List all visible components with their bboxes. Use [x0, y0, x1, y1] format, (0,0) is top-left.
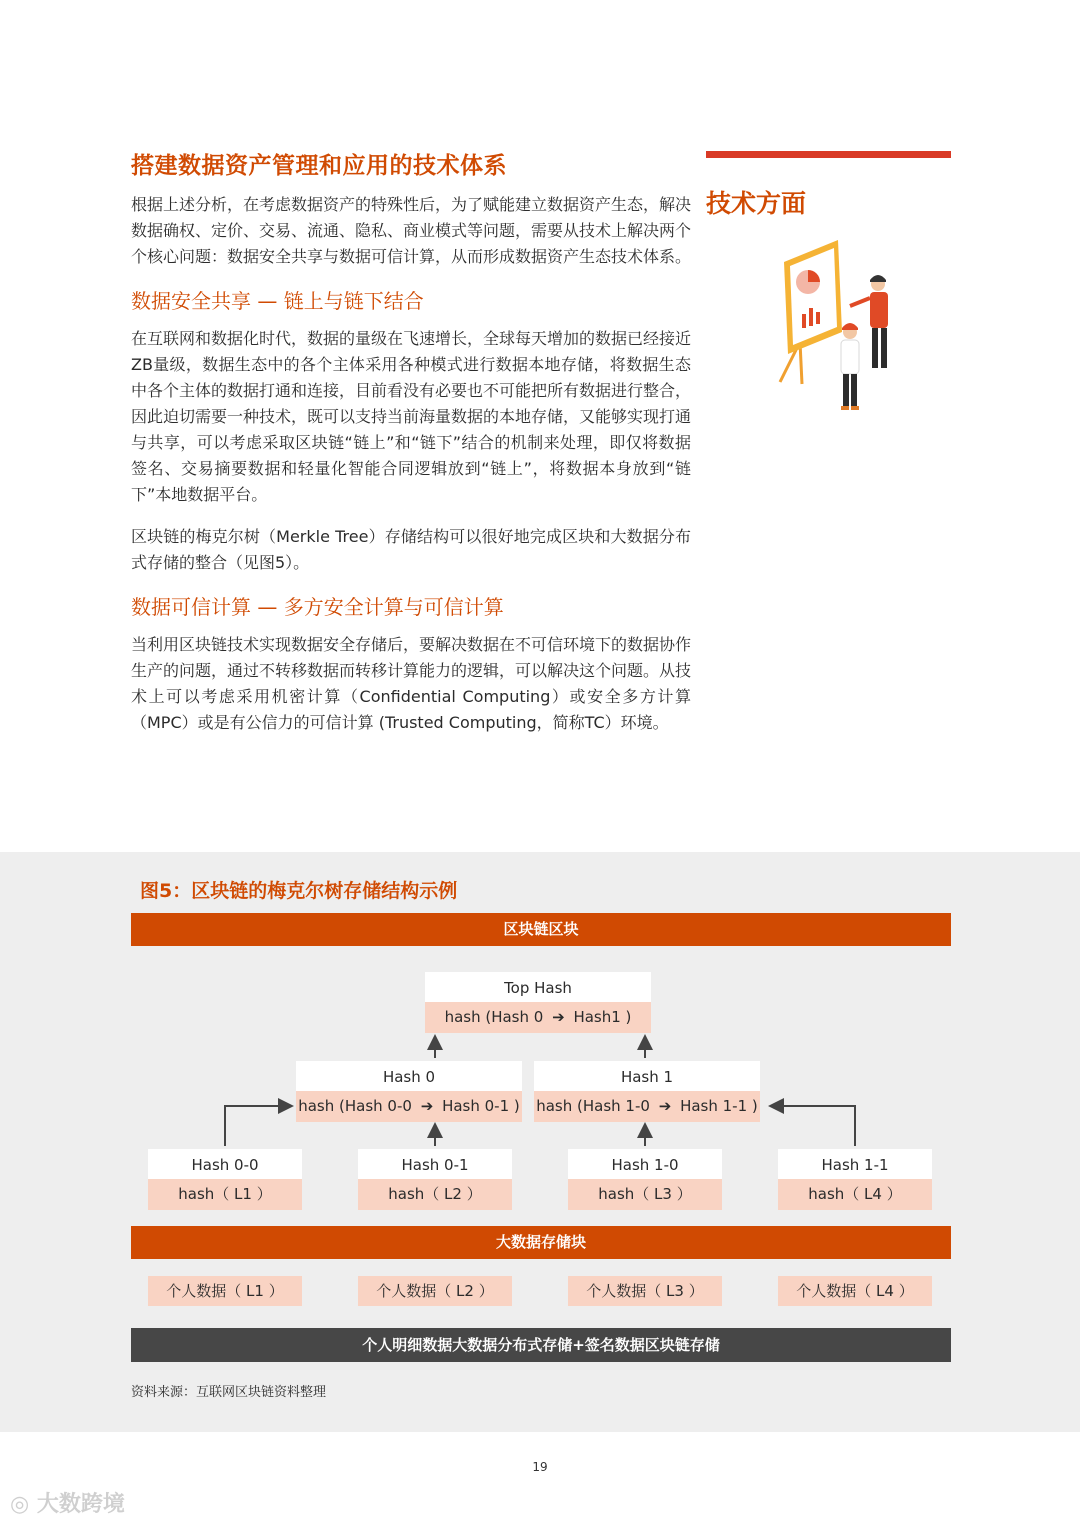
personal-data-cell: 个人数据（ L2 ） [358, 1276, 512, 1306]
leaf-hash-node [778, 1149, 932, 1210]
watermark [10, 1490, 125, 1520]
personal-data-cell: 个人数据（ L3 ） [568, 1276, 722, 1306]
hash0-title: Hash 0 [296, 1061, 522, 1091]
hash1-node [534, 1061, 760, 1122]
leaf-hash-title: Hash 0-1 [358, 1149, 512, 1179]
leaf-hash-value: hash（ L3 ） [568, 1179, 722, 1210]
top-hash-title: Top Hash [425, 972, 651, 1002]
leaf-hash-value: hash（ L1 ） [148, 1179, 302, 1210]
leaf-hash-title: Hash 1-0 [568, 1149, 722, 1179]
section2-title: 数据可信计算 — 多方安全计算与可信计算 [131, 595, 504, 619]
top-hash-right: Hash1 ) [573, 1008, 632, 1026]
intro-paragraph: 根据上述分析，在考虑数据资产的特殊性后，为了赋能建立数据资产生态，解决数据确权、定价、交易、流通、隐私、商业模式等问题，需要从技术上解决两个个核心问题：数据安全共享与数据可信计算，从而形成数据资产生态技术体系。 [131, 195, 692, 266]
section-main-title: 搭建数据资产管理和应用的技术体系 [131, 153, 507, 179]
big-data-storage-bar: 大数据存储块 [131, 1226, 951, 1259]
leaf-hash-node [568, 1149, 722, 1210]
personal-data-cell: 个人数据（ L4 ） [778, 1276, 932, 1306]
hash0-left: hash (Hash 0-0 [298, 1097, 412, 1115]
hash1-right: Hash 1-1 ) [680, 1097, 758, 1115]
watermark-text: 大数跨境 [36, 1492, 125, 1517]
distributed-storage-bar: 个人明细数据大数据分布式存储+签名数据区块链存储 [131, 1328, 951, 1362]
section1-paragraph-2: 区块链的梅克尔树（Merkle Tree）存储结构可以很好地完成区块和大数据分布式存储的整合（见图5）。 [131, 527, 691, 572]
top-hash-formula [425, 1002, 651, 1033]
leaf-hash-title: Hash 1-1 [778, 1149, 932, 1179]
leaf-hash-value: hash（ L4 ） [778, 1179, 932, 1210]
top-hash-left: hash (Hash 0 [444, 1008, 544, 1026]
hash0-node [296, 1061, 522, 1122]
leaf-hash-value: hash（ L2 ） [358, 1179, 512, 1210]
hash1-title: Hash 1 [534, 1061, 760, 1091]
top-hash-node [425, 972, 651, 1033]
page-number: 19 [532, 1460, 548, 1474]
section1-paragraph-1: 在互联网和数据化时代，数据的量级在飞速增长，全球每天增加的数据已经接近ZB量级，数据生态中的各个主体采用各种模式进行数据本地存储，将数据生态中各个主体的数据打通和连接，目前看没有必要也不可能把所有数据进行整合，因此迫切需要一种技术，既可以支持当前海量数据的本地存储，又能够实现打通与共享，可以考虑采取区块链“链上”和“链下”结合的机制来处理，即仅将数据签名、交易摘要数据和轻量化智能合同逻辑放到“链上”，将数据本身放到“链下”本地数据平台。 [131, 329, 692, 504]
hash1-formula [534, 1091, 760, 1122]
personal-data-cell: 个人数据（ L1 ） [148, 1276, 302, 1306]
watermark-logo-icon: ◎ [10, 1492, 30, 1517]
blockchain-block-bar: 区块链区块 [131, 913, 951, 946]
figure-source: 资料来源：互联网区块链资料整理 [131, 1385, 327, 1400]
hash1-left: hash (Hash 1-0 [536, 1097, 650, 1115]
leaf-hash-node [148, 1149, 302, 1210]
section1-title: 数据安全共享 — 链上与链下结合 [131, 289, 424, 313]
hash0-formula [296, 1091, 522, 1122]
arrow-right-icon: ➔ [658, 1097, 672, 1115]
figure-title: 图5：区块链的梅克尔树存储结构示例 [140, 880, 458, 902]
arrow-right-icon: ➔ [552, 1008, 565, 1026]
sidebar-title: 技术方面 [706, 189, 807, 218]
leaf-hash-node [358, 1149, 512, 1210]
hash0-right: Hash 0-1 ) [442, 1097, 520, 1115]
arrow-right-icon: ➔ [420, 1097, 434, 1115]
leaf-hash-title: Hash 0-0 [148, 1149, 302, 1179]
section2-paragraph-1: 当利用区块链技术实现数据安全存储后，要解决数据在不可信环境下的数据协作生产的问题，通过不转移数据而转移计算能力的逻辑，可以解决这个问题。从技术上可以考虑采用机密计算（Confidential Computing）或安全多方计算（MPC）或是有公信力的可信计算 (Trusted Computing，简称TC）环境。 [131, 635, 692, 732]
